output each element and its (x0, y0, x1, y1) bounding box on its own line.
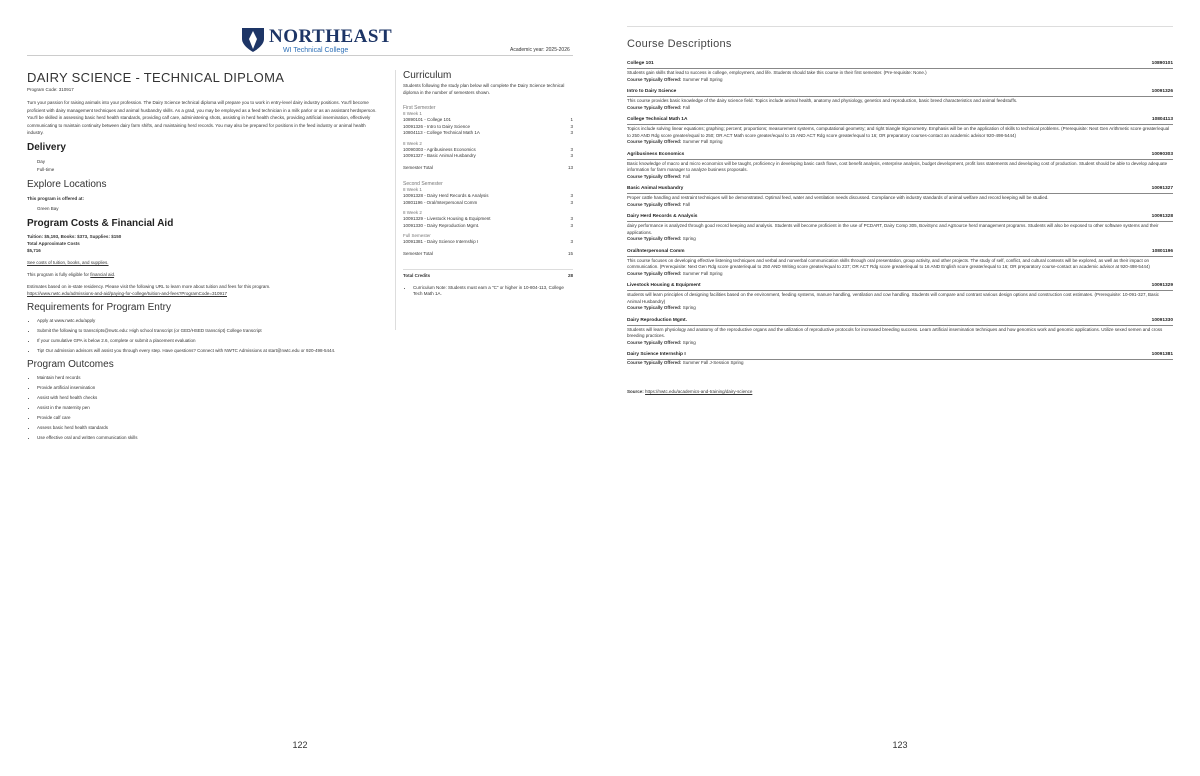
course-title: Livestock Housing & Equipment (627, 283, 701, 288)
page-number: 122 (292, 740, 308, 750)
course-description: Topics include solving linear equations; graphing; percent; proportions; measurement systems, computational geometry; and right triangle trigonometry. Emphasis will be on the application of skills to technical problems. (Prerequisite: Next Gen Arithmetic score greater/equal to 250 AND Rdg score greater/equal to 250; OR ACT Math score greater/equal to 15 AND ACT Rdg score greater/equal to 16; OR preparatory courses-contact an academic advisor 920-498-5444) (627, 126, 1170, 138)
list-item: • Assist in the maternity pen (37, 404, 387, 411)
course-description: dairy performance is analyzed through good record keeping and analysis. Students will become proficient in the use of PCDART, Dairy Comp 305, BoviSync and AgSource herd management programs. Students will also be exposed to other software systems and their applications. (627, 223, 1159, 235)
requirements-list (37, 317, 387, 354)
requirements-heading: Requirements for Program Entry (27, 301, 171, 313)
offered-label: Course Typically Offered: (627, 360, 682, 365)
header-divider (27, 55, 573, 56)
course-row (403, 130, 573, 137)
course-name: 10091326 - Intro to Dairy Science (403, 123, 471, 129)
curriculum-note (413, 285, 573, 298)
list-item: • Tip! Our admission advisors will assist you through every step. Have questions? Connect with NWTC Admissions at start@nwtc.edu or 920-498-5444. (37, 347, 387, 354)
course-title: Dairy Science Internship I (627, 352, 686, 357)
course-credits: 3 (570, 123, 573, 129)
course-credits: 3 (570, 153, 573, 158)
shield-icon (241, 27, 265, 53)
course-code: 10091326 (1151, 89, 1173, 94)
course-descriptions-heading: Course Descriptions (627, 38, 732, 50)
course-name: 10091327 - Basic Animal Husbandry (403, 153, 476, 158)
outcomes-list (37, 374, 387, 441)
course-code: 10091328 (1151, 214, 1173, 219)
course-credits: 3 (570, 130, 573, 135)
estimate-text: Estimates based on in-state residency. Please visit the following URL to learn more about tuition and fees for this program. (27, 283, 271, 289)
list-item: Full-time (37, 166, 55, 172)
course-name: 10090303 - Agribusiness Economics (403, 146, 476, 152)
costs-line: Tuition: $5,193, Books: $373, Supplies: $150 (27, 233, 122, 239)
course-code: 10091381 (1151, 352, 1173, 357)
offered-label: Course Typically Offered: (627, 76, 682, 82)
course-row (403, 223, 573, 230)
page-title: DAIRY SCIENCE - TECHNICAL DIPLOMA (27, 70, 285, 85)
course-code: 10091329 (1151, 283, 1173, 288)
week-label: Full Semester (403, 233, 431, 238)
list-item: • Use effective oral and written communication skills (37, 434, 387, 441)
tuition-url-link[interactable]: https://www.nwtc.edu/admissions-and-aid/paying-for-college/tuition-and-fees?ProgramCode=310917 (27, 290, 227, 296)
total-costs-label: Total Approximate Costs (27, 240, 80, 246)
course-description: Basic knowledge of macro and micro economics will be taught, proficiency in developing basic cash flows, cost benefit analysis, enterprise analysis, budget development, profit loss statements and developing cost of production. Student should be able to develop adequate information for farm manager to analyze business proposals. (627, 160, 1168, 172)
course-code: 10091330 (1151, 317, 1173, 323)
offered-terms: Summer Fall Spring (682, 139, 723, 144)
course-row (403, 200, 573, 207)
logo-name: NORTHEAST (269, 26, 393, 47)
offered-terms: Spring (682, 236, 696, 241)
course-description: This course provides basic knowledge of the dairy science field. Topics include animal health, anatomy and physiology, genetics and reproduction, basic breed characteristics and animal feedstuffs. (627, 98, 1018, 103)
costs-heading: Program Costs & Financial Aid (27, 217, 174, 229)
list-item: • Provide calf care (37, 414, 387, 421)
list-item: • Curriculum Note: Students must earn a "C" or higher in 10-804-113, College Tech Math 1A. (413, 285, 573, 298)
course-credits: 3 (570, 193, 573, 198)
course-code: 10091327 (1151, 186, 1173, 191)
course-credits: 3 (570, 146, 573, 152)
total-credits-label: Total Credits (403, 273, 431, 278)
course-code: 10890101 (1151, 61, 1173, 66)
delivery-list (37, 158, 387, 174)
curriculum-heading: Curriculum (403, 70, 452, 81)
total-credits-row (403, 273, 573, 280)
week-label: 8 Week 1 (403, 187, 422, 192)
course-row (403, 239, 573, 246)
locations-list (37, 205, 387, 213)
offered-terms: Spring (682, 305, 696, 310)
course-name: 10091330 - Dairy Reproduction Mgmt. (403, 222, 480, 228)
aid-text: This program is fully eligible for (27, 271, 90, 277)
semester-total-value: 13 (567, 164, 573, 170)
course-title: Dairy Herd Records & Analysis (627, 214, 698, 219)
course-title: Agribusiness Economics (627, 151, 685, 157)
see-costs-link[interactable]: See costs of tuition, books, and supplies. (27, 259, 109, 265)
offered-label: Course Typically Offered: (627, 305, 682, 310)
aid-period: . (114, 271, 116, 277)
offered-terms: Fall (682, 201, 690, 207)
course-name: 10091329 - Livestock Housing & Equipment (403, 216, 491, 221)
semester-total-row (403, 165, 573, 172)
course-description: students will learn principles of designing facilities based on the environment, feeding systems, manure handling, ventilation and cow handling. Students will compare and contrast various design options and construction cost estimates. (Prerequisite: 10-091-327, Basic Animal Husbandry) (627, 292, 1160, 304)
course-credits: 3 (570, 222, 573, 228)
offered-terms: Summer Fall Spring (682, 76, 723, 82)
outcomes-heading: Program Outcomes (27, 358, 114, 370)
list-item: • Provide artificial insemination (37, 384, 387, 391)
course-description: This course focuses on developing effective listening techniques and verbal and nonverbal communication skills through oral presentation, group activity, and other projects. The study of self, conflict, and cultural contexts will be explored, as well as their impact on communication. (Prerequisite: Next Gen Rdg score greater/equal to 250 AND Writing score greater/equal to 237; OR ACT Rdg score greater/equal to 16 AND English score greater/equal to 16; OR preparatory course-contact an academic advisor at 920-498-5444) (627, 257, 1150, 269)
course-entry (627, 152, 1173, 181)
course-descriptions-list (627, 61, 1173, 394)
course-entry (627, 117, 1173, 146)
offered-terms: Spring (682, 339, 696, 345)
semester-total-value: 15 (567, 250, 573, 256)
source-link[interactable]: https://nwtc.edu/academics-and-training/dairy-science (645, 388, 753, 394)
list-item: • Submit the following to transcripts@nwtc.edu: High school transcript (or GED/HSED transcript) College transcript (37, 327, 387, 334)
course-title: College Technical Math 1A (627, 117, 688, 122)
total-costs-value: $5,716 (27, 247, 41, 253)
offered-terms: Fall (682, 173, 690, 179)
course-title: Oral/Interpersonal Comm (627, 248, 685, 254)
week-label: 8 Week 1 (403, 111, 422, 116)
offered-label: Course Typically Offered: (627, 173, 682, 179)
course-code: 10804113 (1151, 117, 1173, 122)
course-title: College 101 (627, 61, 654, 66)
source-line (627, 389, 1173, 394)
list-item: Green Bay (37, 205, 59, 211)
course-entry (627, 249, 1173, 278)
program-intro: Turn your passion for raising animals into your profession. The Dairy Science technical diploma will prepare you to work in entry-level dairy industry positions. You'll become proficient with dairy management techniques and animal husbandry skills. As a grad, you may be employed as a feed technician in a milk parlor or as an assistant herdsperson. You'll be skilled in assessing basic herd health standards, providing calf care, administering shots, assisting in herd health checks, providing artificial insemination, effectively communicating to maintain continuity between dairy farm shifts, and maintaining herd records. You may also be prepared for positions in the feed industry or animal health industry. (27, 100, 377, 135)
course-entry (627, 283, 1173, 312)
second-semester-label: Second Semester (403, 181, 443, 187)
course-code: 10801196 (1151, 248, 1173, 254)
offered-label: Course Typically Offered: (627, 270, 682, 276)
program-info-column (27, 71, 387, 444)
offered-label: Course Typically Offered: (627, 339, 682, 345)
offered-label: Course Typically Offered: (627, 139, 682, 144)
curriculum-column (403, 70, 573, 298)
course-description: Students gain skills that lead to success in college, employment, and life. Students should take this course in their first semester. (Pre-requisite: None.) (627, 70, 927, 75)
course-entry (627, 214, 1173, 243)
week-label: 8 Week 2 (403, 210, 422, 215)
course-credits: 3 (570, 239, 573, 244)
source-label: Source: (627, 388, 644, 394)
locations-heading: Explore Locations (27, 178, 107, 190)
offered-label: Course Typically Offered: (627, 104, 682, 110)
list-item: • Maintain herd records (37, 374, 387, 381)
logo-subtitle: WI Technical College (283, 47, 349, 54)
column-divider (395, 70, 396, 330)
list-item: • Assess basic herd health standards (37, 424, 387, 431)
course-name: 10890101 - College 101 (403, 117, 452, 122)
delivery-heading: Delivery (27, 141, 66, 153)
program-code: Program Code: 310917 (27, 87, 74, 92)
course-credits: 3 (570, 199, 573, 205)
first-semester-label: First Semester (403, 105, 436, 111)
course-title: Dairy Reproduction Mgmt. (627, 317, 687, 323)
semester-total-row (403, 251, 573, 258)
course-credits: 1 (570, 117, 573, 122)
course-code: 10090303 (1151, 151, 1173, 157)
course-name: 10091328 - Dairy Herd Records & Analysis (403, 193, 489, 198)
course-row (403, 153, 573, 160)
total-divider (403, 269, 573, 270)
offered-label: Course Typically Offered: (627, 201, 682, 207)
course-name: 10804113 - College Technical Math 1A (403, 130, 480, 135)
college-logo (241, 27, 392, 55)
semester-total-label: Semester Total (403, 250, 433, 256)
course-credits: 3 (570, 216, 573, 221)
course-title: Basic Animal Husbandry (627, 186, 684, 191)
course-name: 10091381 - Dairy Science Internship I (403, 239, 479, 244)
course-description: Proper cattle handling and restraint techniques will be demonstrated. Optimal feed, water and ventilation needs discussed. Compliance with industry standards of animal welfare and record keeping will be studied. (627, 195, 1049, 200)
list-item: • Apply at www.nwtc.edu/apply (37, 317, 387, 324)
course-name: 10801196 - Oral/Interpersonal Comm (403, 199, 478, 205)
week-label: 8 Week 2 (403, 140, 422, 146)
semester-total-label: Semester Total (403, 164, 433, 170)
academic-year: Academic year: 2025-2026 (510, 47, 570, 53)
course-description: Students will learn physiology and anatomy of the reproductive organs and the utilization of reproductive protocols for increased breeding success. Learn artificial insemination techniques and how genomics work and genomic applications. Utilize sexed semen and cross breeding practices. (627, 326, 1163, 338)
page-number: 123 (892, 740, 908, 750)
course-entry (627, 318, 1173, 347)
offered-at-label: This program is offered at: (27, 195, 85, 201)
course-entry (627, 186, 1173, 208)
list-item: • If your cumulative GPA is below 2.6, complete or submit a placement evaluation (37, 337, 387, 344)
offered-terms: Summer Fall J-Session Spring (682, 360, 744, 365)
list-item: Day (37, 158, 46, 164)
offered-label: Course Typically Offered: (627, 236, 682, 241)
offered-terms: Summer Fall Spring (682, 270, 723, 276)
offered-terms: Fall (682, 104, 690, 110)
course-title: Intro to Dairy Science (627, 89, 677, 94)
course-entry (627, 352, 1173, 367)
course-entry (627, 61, 1173, 83)
course-entry (627, 89, 1173, 111)
curriculum-intro: Students following the study plan below will complete the Dairy Science technical diploma in the number of semesters shown. (403, 83, 565, 95)
list-item: • Assist with herd health checks (37, 394, 387, 401)
total-credits-value: 28 (567, 273, 573, 278)
financial-aid-link[interactable]: financial aid (90, 271, 115, 277)
top-divider (627, 26, 1173, 27)
